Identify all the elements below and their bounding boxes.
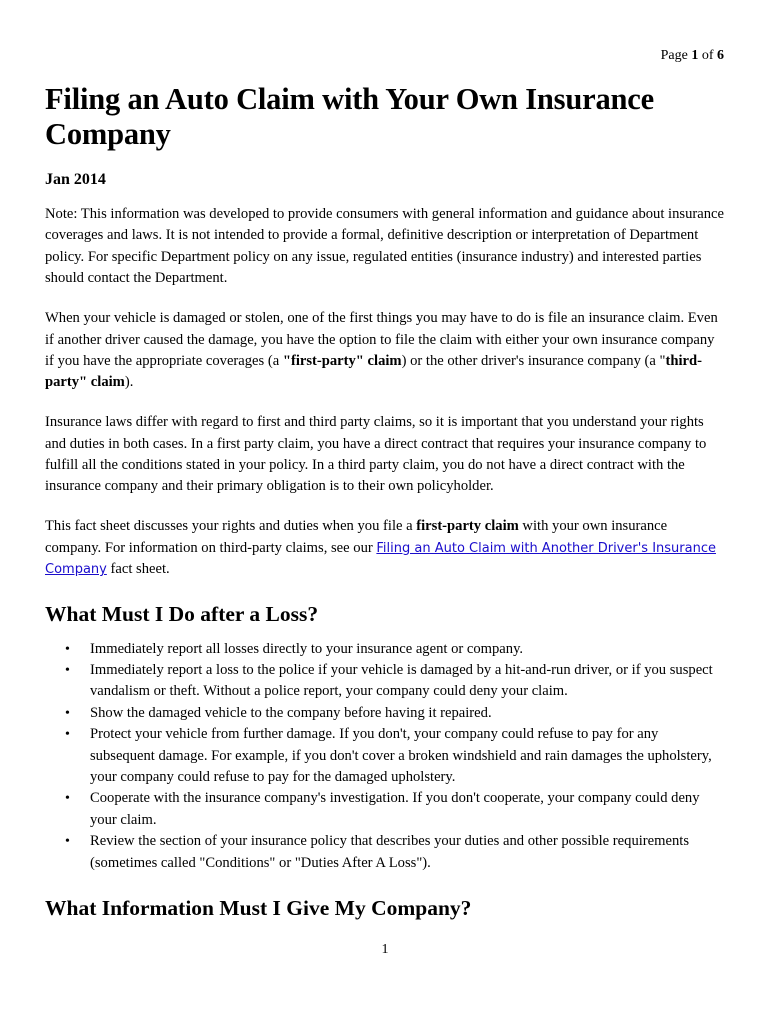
list-item-text: Protect your vehicle from further damage. If you don't, your company could refuse to pay for any subsequent damage. For example, if you don't cover a broken windshield and rain damages the upholstery, your company could refuse to pay for the damaged upholstery. [90,726,712,786]
fact-text-2: with your own insurance company. For information on third-party claims, see our [45,518,668,556]
bullet-icon: • [65,727,70,743]
bullet-icon: • [65,834,70,850]
section-heading-information: What Information Must I Give My Company? [45,896,472,921]
list-item [45,788,725,831]
document-body [45,82,725,921]
list-item [45,724,725,788]
first-party-claim-term: "first-party" claim [282,352,402,369]
third-party-claim-term: third-party" claim [45,352,702,391]
third-party-fact-sheet-link[interactable]: Filing an Auto Claim with Another Driver's Insurance Company [45,540,716,578]
bullet-icon: • [65,705,70,721]
page-total: 6 [717,48,724,63]
intro-text-3: ). [124,374,134,391]
first-party-claim-bold: first-party claim [416,518,519,535]
intro-text-2: ) or the other driver's insurance company (a " [401,352,666,369]
after-loss-list [45,639,725,874]
laws-paragraph: Insurance laws differ with regard to first and third party claims, so it is important that you understand your rights and duties in both cases. In a first party claim, you have a direct contract that requires your insurance company to fulfill all the conditions stated in your policy. In a third party claim, you do not have a direct contract with the insurance company and their primary obligation is to their own policyholder. [45,414,707,495]
list-item [45,639,725,660]
section-heading-after-loss: What Must I Do after a Loss? [45,601,319,626]
page-counter [661,47,724,65]
page-prefix: Page [660,48,688,63]
fact-text-1: This fact sheet discusses your rights and duties when you file a [45,518,417,535]
document-date: Jan 2014 [45,171,106,188]
page-current: 1 [691,48,699,63]
bullet-icon: • [65,641,70,657]
page-of: of [701,48,714,63]
intro-paragraph [45,308,725,394]
note-paragraph: Note: This information was developed to provide consumers with general information and guidance about insurance coverages and laws. It is not intended to provide a formal, definitive description or interpretation of Department policy. For specific Department policy on any issue, regulated entities (insurance industry) and interested parties should contact the Department. [45,206,724,287]
list-item-text: Show the damaged vehicle to the company before having it repaired. [90,704,492,721]
list-item [45,831,725,874]
bullet-icon: • [65,663,70,678]
list-item-text: Immediately report all losses directly to your insurance agent or company. [90,640,524,657]
footer-page-number: 1 [381,942,389,957]
fact-text-3: fact sheet. [106,561,170,578]
list-item [45,703,725,724]
list-item-text: Cooperate with the insurance company's investigation. If you don't cooperate, your company could deny your claim. [90,790,700,828]
intro-text-1: When your vehicle is damaged or stolen, one of the first things you may have to do is file an insurance claim. Even if another driver caused the damage, you have the option to file the claim with either your own insurance company if you have the appropriate coverages (a [45,310,718,369]
list-item [45,660,725,703]
document-title: Filing an Auto Claim with Your Own Insurance Company [45,82,654,151]
bullet-icon: • [65,791,70,807]
fact-sheet-paragraph [45,516,725,580]
list-item-text: Immediately report a loss to the police if your vehicle is damaged by a hit-and-run driver, or if you suspect vandalism or theft. Without a police report, your company could deny your claim. [90,662,713,700]
list-item-text: Review the section of your insurance policy that describes your duties and other possible requirements (sometimes called "Conditions" or "Duties After A Loss"). [90,833,689,871]
